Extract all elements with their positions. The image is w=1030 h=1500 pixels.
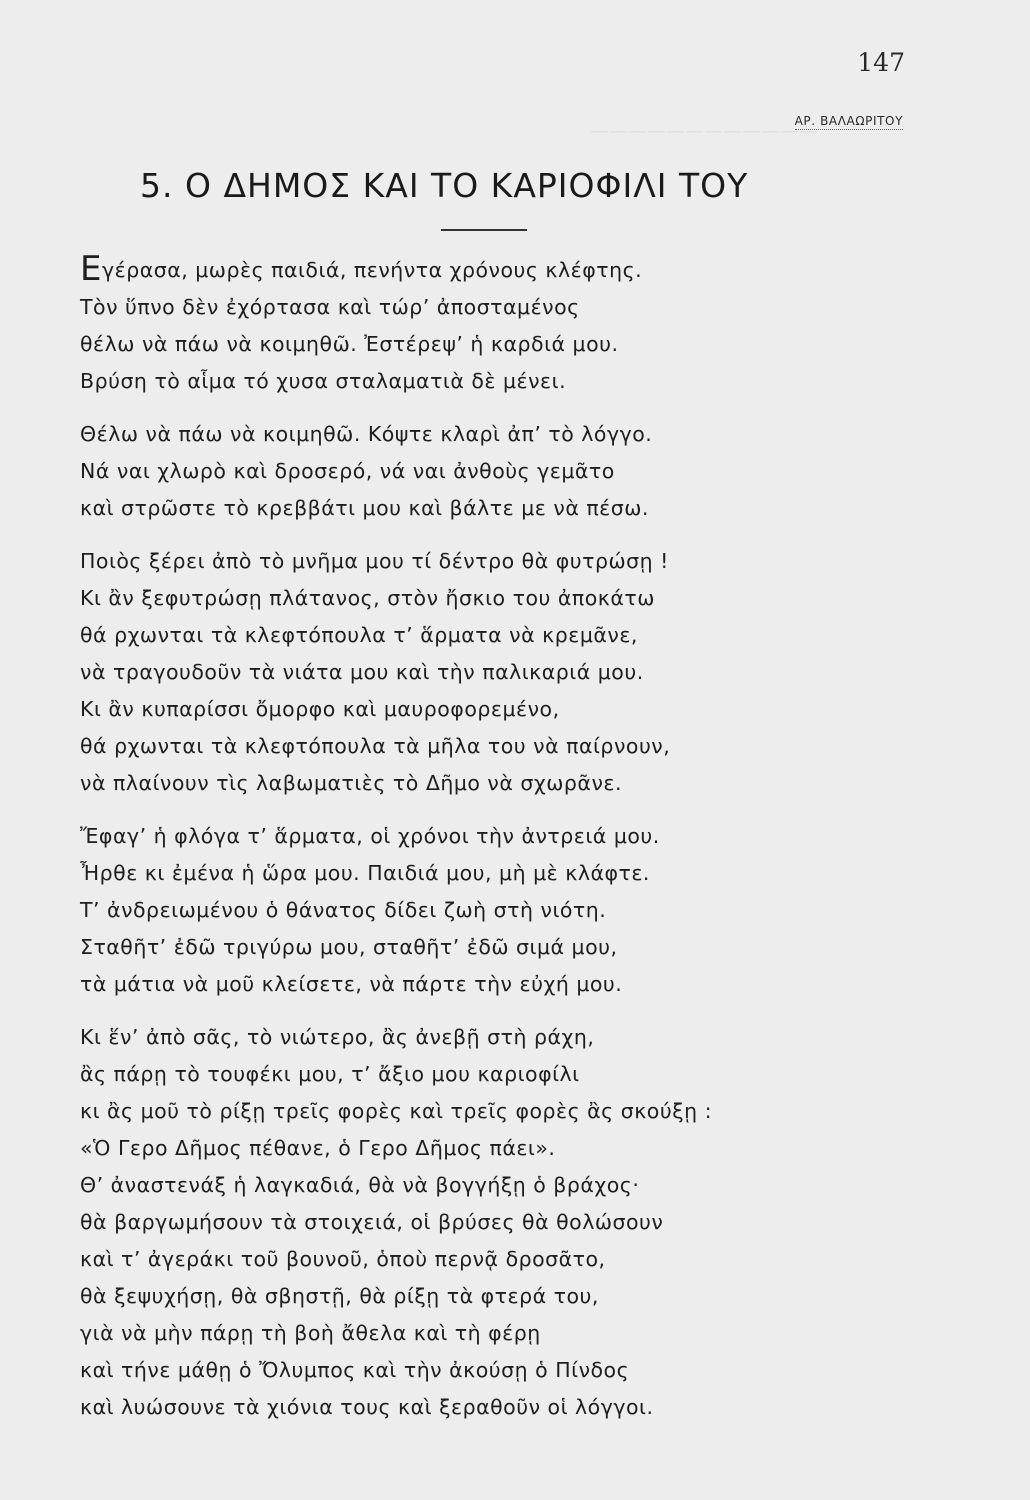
show-through: ———————————— [590,120,818,142]
poem-line: Θέλω νὰ πάω νὰ κοιμηθῶ. Κόψτε κλαρὶ ἀπ’ τὸ λόγγο. [80,422,653,446]
poem-line: νὰ τραγουδοῦν τὰ νιάτα μου καὶ τὴν παλικαριά μου. [80,660,644,684]
poem-line: Εγέρασα, μωρὲς παιδιά, πενήντα χρόνους κλέφτης. [80,249,643,289]
poem-line: Κι ἕν’ ἀπὸ σᾶς, τὸ νιώτερο, ἂς ἀνεβῇ στὴ ράχη, [80,1025,595,1049]
poem-line: Κι ἂν κυπαρίσσι ὄμορφο καὶ μαυροφορεμένο, [80,697,560,721]
poem-line: θά ρχωνται τὰ κλεφτόπουλα τὰ μῆλα του νὰ παίρνουν, [80,734,671,758]
poem-line: καὶ τήνε μάθῃ ὁ Ὄλυμπος καὶ τὴν ἀκούσῃ ὁ Πίνδος [80,1358,630,1382]
stanza-2 [80,416,940,527]
author-attribution: ΑΡ. ΒΑΛΑΩΡΙΤΟΥ [794,114,903,128]
stanza-4 [80,818,940,1003]
poem-line: θά ρχωνται τὰ κλεφτόπουλα τ’ ἅρματα νὰ κρεμᾶνε, [80,623,638,647]
poem-line: Ἔφαγ’ ἡ φλόγα τ’ ἅρματα, οἱ χρόνοι τὴν ἀντρειά μου. [80,824,660,848]
stanza-1 [80,249,940,400]
poem-line: Νά ναι χλωρὸ καὶ δροσερό, νά ναι ἀνθοὺς γεμᾶτο [80,459,615,483]
poem-line: Τὸν ὕπνο δὲν ἐχόρτασα καὶ τώρ’ ἀποσταμένος [80,295,580,319]
poem-line: γιὰ νὰ μὴν πάρῃ τὴ βοὴ ἄθελα καὶ τὴ φέρῃ [80,1321,541,1345]
poem-title: 5. Ο ΔΗΜΟΣ ΚΑΙ ΤΟ ΚΑΡΙΟΦΙΛΙ ΤΟΥ [140,166,749,205]
poem-line: Τ’ ἀνδρειωμένου ὁ θάνατος δίδει ζωὴ στὴ νιότη. [80,898,607,922]
poem-line: «Ὁ Γερο Δῆμος πέθανε, ὁ Γερο Δῆμος πάει». [80,1136,556,1160]
poem-line: Θ’ ἀναστενάξ ἡ λαγκαδιά, θὰ νὰ βογγήξῃ ὁ βράχος· [80,1173,640,1197]
title-divider [441,229,527,231]
poem-line: καὶ λυώσουνε τὰ χιόνια τους καὶ ξεραθοῦν οἱ λόγγοι. [80,1395,654,1419]
poem-line: Ἦρθε κι ἐμένα ἡ ὥρα μου. Παιδιά μου, μὴ μὲ κλάφτε. [80,861,650,885]
stanza-5 [80,1019,940,1426]
poem-line: Κι ἂν ξεφυτρώσῃ πλάτανος, στὸν ἤσκιο του ἀποκάτω [80,586,655,610]
stanza-3 [80,543,940,802]
poem-line: κι ἂς μοῦ τὸ ρίξῃ τρεῖς φορὲς καὶ τρεῖς φορὲς ἂς σκούξῃ : [80,1099,713,1123]
poem-line: νὰ πλαίνουν τὶς λαβωματιὲς τὸ Δῆμο νὰ σχωρᾶνε. [80,771,622,795]
poem-line: τὰ μάτια νὰ μοῦ κλείσετε, νὰ πάρτε τὴν εὐχή μου. [80,972,623,996]
poem-line: καὶ στρῶστε τὸ κρεββάτι μου καὶ βάλτε με νὰ πέσω. [80,496,649,520]
poem-line: θὰ ξεψυχήσῃ, θὰ σβηστῇ, θὰ ρίξῃ τὰ φτερά του, [80,1284,599,1308]
poem-line: ἂς πάρῃ τὸ τουφέκι μου, τ’ ἄξιο μου καριοφίλι [80,1062,580,1086]
poem-line: καὶ τ’ ἀγεράκι τοῦ βουνοῦ, ὁποὺ περνᾷ δροσᾶτο, [80,1247,606,1271]
poem-body [80,249,940,1442]
poem-line: θὰ βαργωμήσουν τὰ στοιχειά, οἱ βρύσες θὰ θολώσουν [80,1210,664,1234]
drop-cap: Ε [80,249,102,289]
poem-line: Βρύση τὸ αἷμα τό χυσα σταλαματιὰ δὲ μένει. [80,369,567,393]
poem-line: Ποιὸς ξέρει ἀπὸ τὸ μνῆμα μου τί δέντρο θὰ φυτρώσῃ ! [80,549,669,573]
page-number: 147 [857,48,905,77]
poem-line: θέλω νὰ πάω νὰ κοιμηθῶ. Ἐστέρεψ’ ἡ καρδιά μου. [80,332,619,356]
poem-line: Σταθῆτ’ ἐδῶ τριγύρω μου, σταθῆτ’ ἐδῶ σιμά μου, [80,935,618,959]
